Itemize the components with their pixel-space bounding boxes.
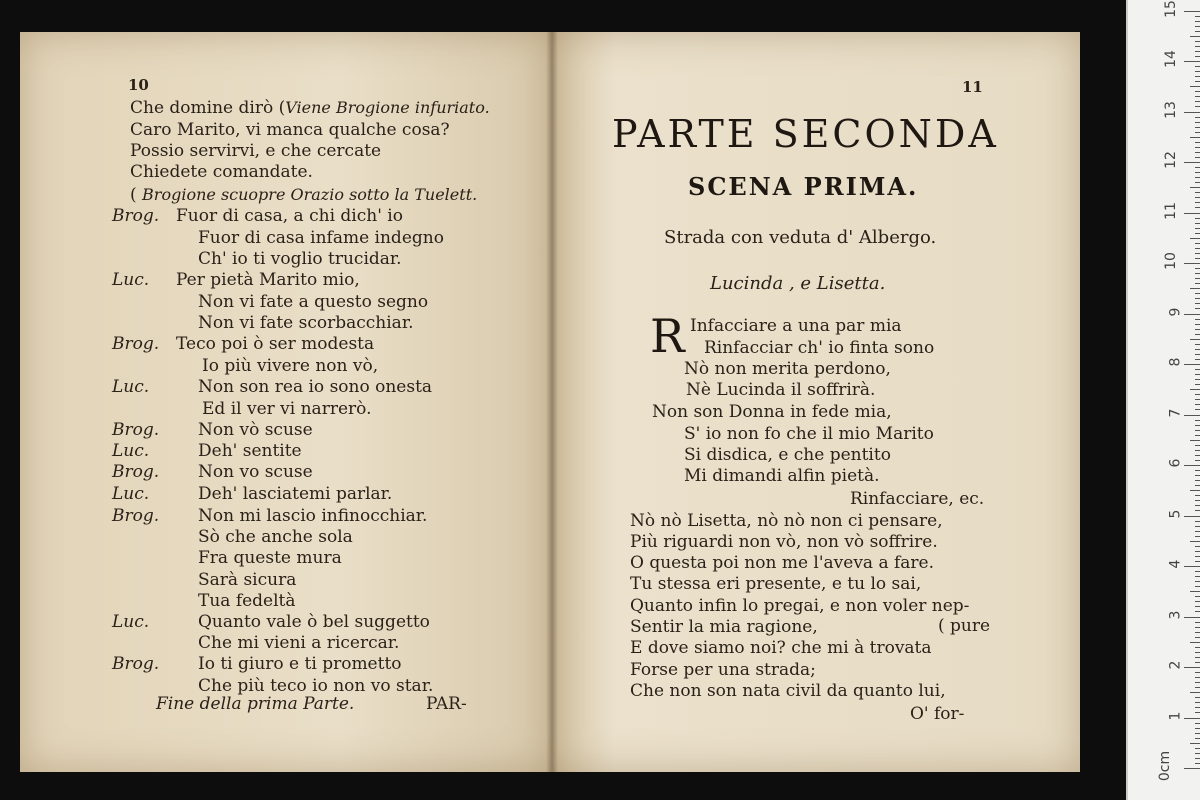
- ruler-minor-tick: [1195, 132, 1200, 133]
- ruler-minor-tick: [1195, 657, 1200, 658]
- ruler-minor-tick: [1195, 106, 1200, 107]
- right-catchword: O' for-: [910, 704, 965, 724]
- verse-text: Tua fedeltà: [198, 591, 296, 611]
- left-verse-line: [112, 441, 302, 461]
- ruler-minor-tick: [1195, 758, 1200, 759]
- verse-text: Ed il ver vi narrerò.: [202, 399, 372, 419]
- ruler-minor-tick: [1195, 91, 1200, 92]
- ruler-minor-tick: [1195, 430, 1200, 431]
- ruler-minor-tick: [1195, 677, 1200, 678]
- ruler-minor-tick: [1195, 273, 1200, 274]
- right-verse-line: Nò nò Lisetta, nò nò non ci pensare,: [630, 511, 943, 531]
- ruler-minor-tick: [1195, 652, 1200, 653]
- ruler-minor-tick: [1195, 298, 1200, 299]
- ruler-minor-tick: [1190, 36, 1200, 37]
- right-verse-line: Infacciare a una par mia: [690, 316, 902, 336]
- ruler-minor-tick: [1195, 329, 1200, 330]
- ruler-tick: [1184, 465, 1200, 466]
- left-verse-line: [198, 228, 444, 248]
- ruler-label: 1: [1167, 711, 1184, 720]
- ruler-minor-tick: [1190, 440, 1200, 441]
- ruler-minor-tick: [1195, 733, 1200, 734]
- speaker-label: Brog.: [112, 462, 160, 482]
- ruler-minor-tick: [1195, 127, 1200, 128]
- ruler-minor-tick: [1195, 611, 1200, 612]
- ruler-tick: [1184, 263, 1200, 264]
- ruler-minor-tick: [1195, 500, 1200, 501]
- ruler-minor-tick: [1195, 420, 1200, 421]
- left-verse-line: [198, 313, 413, 333]
- left-page-number: 10: [128, 76, 149, 94]
- right-verse-line: Non son Donna in fede mia,: [652, 402, 892, 422]
- ruler-minor-tick: [1195, 243, 1200, 244]
- book-gutter: [546, 32, 558, 772]
- left-verse-line: [130, 120, 450, 140]
- speaker-label: Brog.: [112, 334, 160, 354]
- ruler-label: 4: [1167, 559, 1184, 569]
- speaker-label: Brog.: [112, 420, 160, 440]
- left-verse-line: [202, 356, 378, 376]
- ruler-minor-tick: [1195, 556, 1200, 557]
- ruler-minor-tick: [1195, 167, 1200, 168]
- ruler-minor-tick: [1195, 384, 1200, 385]
- ruler-tick: [1184, 617, 1200, 618]
- ruler-minor-tick: [1195, 117, 1200, 118]
- left-verse-line: [112, 377, 432, 397]
- left-verse-line: [130, 141, 381, 161]
- drop-cap: R: [650, 309, 685, 363]
- stage-direction: Brogione scuopre Orazio sotto la Tuelett.: [142, 185, 478, 204]
- ruler-minor-tick: [1195, 682, 1200, 683]
- ruler-minor-tick: [1195, 303, 1200, 304]
- ruler-minor-tick: [1195, 369, 1200, 370]
- left-verse-line: [112, 206, 403, 226]
- ruler-minor-tick: [1190, 389, 1200, 390]
- ruler-label: 10: [1163, 252, 1180, 270]
- right-verse-line: Nè Lucinda il soffrirà.: [686, 380, 876, 400]
- ruler-minor-tick: [1190, 137, 1200, 138]
- ruler-minor-tick: [1195, 753, 1200, 754]
- right-verse-line: Quanto infin lo pregai, e non voler nep-: [630, 596, 970, 616]
- ruler-minor-tick: [1195, 435, 1200, 436]
- left-verse-line: [198, 591, 296, 611]
- ruler-minor-tick: [1195, 455, 1200, 456]
- ruler-tick: [1184, 566, 1200, 567]
- ruler-minor-tick: [1195, 581, 1200, 582]
- ruler-minor-tick: [1195, 293, 1200, 294]
- verse-text: (: [130, 185, 143, 205]
- left-verse-line: [112, 506, 427, 526]
- ruler-minor-tick: [1195, 349, 1200, 350]
- verse-text: Per pietà Marito mio,: [176, 270, 360, 290]
- verse-text: Che più teco io non vo star.: [198, 676, 434, 696]
- ruler-minor-tick: [1195, 647, 1200, 648]
- verse-text: Sò che anche sola: [198, 527, 353, 547]
- ruler-minor-tick: [1195, 374, 1200, 375]
- ruler-minor-tick: [1195, 76, 1200, 77]
- left-verse-line: [112, 462, 313, 482]
- speaker-label: Luc.: [112, 377, 150, 397]
- ruler-tick: [1184, 768, 1200, 769]
- ruler-minor-tick: [1190, 339, 1200, 340]
- ruler-tick: [1184, 213, 1200, 214]
- verse-text: Che domine dirò (: [130, 98, 286, 118]
- verse-text: Ch' io ti voglio trucidar.: [198, 249, 402, 269]
- ruler-minor-tick: [1195, 702, 1200, 703]
- speaker-label: Luc.: [112, 484, 150, 504]
- ruler-minor-tick: [1195, 637, 1200, 638]
- ruler-minor-tick: [1195, 399, 1200, 400]
- ruler-minor-tick: [1195, 197, 1200, 198]
- ruler-minor-tick: [1195, 177, 1200, 178]
- ruler-minor-tick: [1195, 561, 1200, 562]
- ruler-minor-tick: [1195, 632, 1200, 633]
- verse-text: Che mi vieni a ricercar.: [198, 633, 400, 653]
- ruler-minor-tick: [1195, 672, 1200, 673]
- ruler-minor-tick: [1195, 480, 1200, 481]
- ruler-minor-tick: [1195, 359, 1200, 360]
- ruler-minor-tick: [1195, 723, 1200, 724]
- ruler-minor-tick: [1195, 147, 1200, 148]
- ruler-minor-tick: [1195, 228, 1200, 229]
- left-verse-line: [112, 654, 402, 674]
- verse-text: Deh' lasciatemi parlar.: [198, 484, 393, 504]
- ruler-minor-tick: [1195, 586, 1200, 587]
- stage-direction: Viene Brogione infuriato.: [285, 98, 490, 117]
- left-verse-line: [198, 676, 433, 696]
- ruler-minor-tick: [1195, 31, 1200, 32]
- ruler-minor-tick: [1195, 712, 1200, 713]
- ruler-label: 15: [1163, 0, 1180, 18]
- speaker-label: Luc.: [112, 270, 150, 290]
- ruler-tick: [1184, 112, 1200, 113]
- right-verse-line: Rinfacciar ch' io finta sono: [704, 338, 935, 358]
- ruler-minor-tick: [1195, 253, 1200, 254]
- ruler-minor-tick: [1195, 16, 1200, 17]
- verse-text: Sarà sicura: [198, 570, 297, 590]
- scene-characters: Lucinda , e Lisetta.: [710, 273, 886, 294]
- left-verse-line: [202, 399, 371, 419]
- right-page-number: 11: [962, 78, 983, 96]
- ruler-minor-tick: [1195, 319, 1200, 320]
- ruler-minor-tick: [1195, 41, 1200, 42]
- ruler-minor-tick: [1190, 238, 1200, 239]
- ruler-minor-tick: [1195, 308, 1200, 309]
- ruler-minor-tick: [1195, 470, 1200, 471]
- ruler-minor-tick: [1195, 96, 1200, 97]
- verse-text: Deh' sentite: [198, 441, 302, 461]
- speaker-label: Brog.: [112, 654, 160, 674]
- verse-text: Io più vivere non vò,: [202, 356, 379, 376]
- ruler-minor-tick: [1190, 86, 1200, 87]
- ruler-minor-tick: [1195, 606, 1200, 607]
- ruler-minor-tick: [1195, 71, 1200, 72]
- verse-text: Fuor di casa, a chi dich' io: [176, 206, 403, 226]
- ruler-minor-tick: [1195, 728, 1200, 729]
- ruler-minor-tick: [1195, 354, 1200, 355]
- ruler-tick: [1184, 718, 1200, 719]
- part-title: PARTE SECONDA: [612, 112, 999, 156]
- ruler-minor-tick: [1195, 223, 1200, 224]
- left-verse-line: [198, 249, 402, 269]
- ruler-label: 11: [1163, 201, 1180, 220]
- ruler-minor-tick: [1195, 207, 1200, 208]
- verse-text: Io ti giuro e ti prometto: [198, 654, 402, 674]
- right-verse-line: Più riguardi non vò, non vò soffrire.: [630, 532, 938, 552]
- ruler-minor-tick: [1195, 172, 1200, 173]
- ruler-minor-tick: [1195, 283, 1200, 284]
- ruler-tick: [1184, 667, 1200, 668]
- ruler-tick: [1184, 162, 1200, 163]
- ruler-label: 6: [1167, 458, 1184, 468]
- speaker-label: Brog.: [112, 206, 160, 226]
- ruler-minor-tick: [1190, 187, 1200, 188]
- right-verse-line: E dove siamo noi? che mi à trovata: [630, 638, 932, 658]
- ruler-minor-tick: [1190, 743, 1200, 744]
- left-verse-line: [130, 162, 313, 182]
- ruler-label: 9: [1167, 307, 1184, 316]
- scene-title: SCENA PRIMA.: [688, 172, 919, 201]
- ruler-minor-tick: [1195, 157, 1200, 158]
- ruler-label: 8: [1167, 357, 1184, 367]
- ruler-minor-tick: [1195, 601, 1200, 602]
- verse-text: Possio servirvi, e che cercate: [130, 141, 382, 161]
- verse-text: Chiedete comandate.: [130, 162, 313, 182]
- left-verse-line: [198, 548, 342, 568]
- ruler-label: 12: [1163, 151, 1180, 169]
- ruler-minor-tick: [1190, 642, 1200, 643]
- ruler-tick: [1184, 11, 1200, 12]
- ruler-minor-tick: [1195, 142, 1200, 143]
- right-verse-line: Nò non merita perdono,: [684, 359, 891, 379]
- ruler-label: 14: [1163, 50, 1180, 68]
- ruler-minor-tick: [1195, 521, 1200, 522]
- ruler-tick: [1184, 61, 1200, 62]
- right-verse-line: Sentir la mia ragione,: [630, 617, 818, 637]
- ruler-minor-tick: [1195, 152, 1200, 153]
- ruler-minor-tick: [1195, 394, 1200, 395]
- speaker-label: Brog.: [112, 506, 160, 526]
- left-verse-line: [112, 334, 374, 354]
- ruler-minor-tick: [1195, 51, 1200, 52]
- ruler-minor-tick: [1195, 495, 1200, 496]
- ruler-minor-tick: [1195, 258, 1200, 259]
- ruler-minor-tick: [1195, 551, 1200, 552]
- ruler-minor-tick: [1195, 278, 1200, 279]
- ruler-minor-tick: [1195, 475, 1200, 476]
- speaker-label: Luc.: [112, 441, 150, 461]
- bracket-word: ( pure: [938, 616, 991, 636]
- ruler-minor-tick: [1195, 56, 1200, 57]
- ruler-minor-tick: [1195, 46, 1200, 47]
- ruler-tick: [1184, 415, 1200, 416]
- ruler-label: 2: [1167, 660, 1184, 670]
- verse-text: Teco poi ò ser modesta: [176, 334, 375, 354]
- right-verse-line: S' io non fo che il mio Marito: [684, 424, 934, 444]
- ruler-minor-tick: [1195, 268, 1200, 269]
- ruler-minor-tick: [1190, 288, 1200, 289]
- right-verse-line: Rinfacciare, ec.: [850, 489, 985, 509]
- ruler-minor-tick: [1195, 622, 1200, 623]
- left-verse-line: [130, 98, 490, 118]
- verse-text: Non son rea io sono onesta: [198, 377, 433, 397]
- left-verse-line: [112, 612, 430, 632]
- right-verse-line: Che non son nata civil da quanto lui,: [630, 681, 946, 701]
- ruler-minor-tick: [1195, 627, 1200, 628]
- ruler-minor-tick: [1195, 425, 1200, 426]
- ruler-minor-tick: [1190, 692, 1200, 693]
- ruler-minor-tick: [1195, 596, 1200, 597]
- ruler-tick: [1184, 516, 1200, 517]
- left-catchword: PAR-: [426, 694, 467, 714]
- right-verse-line: Tu stessa eri presente, e tu lo sai,: [630, 574, 922, 594]
- ruler-minor-tick: [1195, 485, 1200, 486]
- ruler-label: 7: [1167, 408, 1184, 417]
- left-verse-line: [198, 633, 399, 653]
- ruler-minor-tick: [1195, 707, 1200, 708]
- left-verse-line: [198, 292, 428, 312]
- ruler-minor-tick: [1195, 101, 1200, 102]
- ruler-minor-tick: [1195, 122, 1200, 123]
- ruler-minor-tick: [1195, 536, 1200, 537]
- ruler-minor-tick: [1195, 21, 1200, 22]
- right-verse-line: Mi dimandi alfin pietà.: [684, 466, 880, 486]
- ruler-tick: [1184, 364, 1200, 365]
- ruler-minor-tick: [1195, 379, 1200, 380]
- ruler-minor-tick: [1190, 490, 1200, 491]
- ruler-minor-tick: [1195, 763, 1200, 764]
- right-verse-line: Si disdica, e che pentito: [684, 445, 891, 465]
- ruler-label: 3: [1167, 610, 1184, 619]
- ruler-minor-tick: [1195, 248, 1200, 249]
- ruler-minor-tick: [1195, 233, 1200, 234]
- ruler-minor-tick: [1190, 591, 1200, 592]
- ruler-minor-tick: [1195, 445, 1200, 446]
- ruler-minor-tick: [1195, 26, 1200, 27]
- ruler-minor-tick: [1195, 510, 1200, 511]
- ruler-minor-tick: [1195, 662, 1200, 663]
- ruler-minor-tick: [1195, 697, 1200, 698]
- ruler-minor-tick: [1195, 748, 1200, 749]
- ruler-label: 0cm: [1156, 750, 1173, 782]
- ruler-minor-tick: [1195, 334, 1200, 335]
- speaker-label: Luc.: [112, 612, 150, 632]
- ruler-minor-tick: [1195, 687, 1200, 688]
- measurement-ruler: [1126, 0, 1200, 800]
- ruler-minor-tick: [1195, 450, 1200, 451]
- ruler-minor-tick: [1195, 66, 1200, 67]
- end-of-part-note: Fine della prima Parte.: [156, 694, 355, 714]
- ruler-minor-tick: [1195, 738, 1200, 739]
- ruler-minor-tick: [1195, 182, 1200, 183]
- ruler-minor-tick: [1195, 505, 1200, 506]
- ruler-label: 5: [1167, 509, 1184, 518]
- left-verse-line: [198, 570, 296, 590]
- ruler-minor-tick: [1195, 571, 1200, 572]
- left-verse-line: [112, 484, 392, 504]
- scene-setting: Strada con veduta d' Albergo.: [664, 227, 937, 248]
- left-verse-line: [130, 185, 477, 205]
- ruler-minor-tick: [1195, 526, 1200, 527]
- ruler-label: 13: [1163, 100, 1180, 119]
- verse-text: Non vò scuse: [198, 420, 313, 440]
- verse-text: Non vo scuse: [198, 462, 313, 482]
- right-verse-line: Forse per una strada;: [630, 660, 816, 680]
- ruler-minor-tick: [1190, 541, 1200, 542]
- left-verse-line: [112, 420, 313, 440]
- ruler-minor-tick: [1195, 81, 1200, 82]
- left-verse-line: [198, 527, 353, 547]
- verse-text: Quanto vale ò bel suggetto: [198, 612, 430, 632]
- ruler-minor-tick: [1195, 409, 1200, 410]
- ruler-minor-tick: [1195, 218, 1200, 219]
- ruler-minor-tick: [1195, 202, 1200, 203]
- verse-text: Non vi fate a questo segno: [198, 292, 429, 312]
- ruler-minor-tick: [1195, 576, 1200, 577]
- right-verse-line: O questa poi non me l'aveva a fare.: [630, 553, 935, 573]
- verse-text: Non mi lascio infinocchiar.: [198, 506, 428, 526]
- ruler-minor-tick: [1195, 460, 1200, 461]
- ruler-tick: [1184, 314, 1200, 315]
- verse-text: Fuor di casa infame indegno: [198, 228, 444, 248]
- ruler-minor-tick: [1195, 324, 1200, 325]
- verse-text: Fra queste mura: [198, 548, 342, 568]
- ruler-minor-tick: [1195, 192, 1200, 193]
- ruler-minor-tick: [1195, 344, 1200, 345]
- ruler-minor-tick: [1195, 404, 1200, 405]
- left-verse-line: [112, 270, 360, 290]
- verse-text: Caro Marito, vi manca qualche cosa?: [130, 120, 450, 140]
- verse-text: Non vi fate scorbacchiar.: [198, 313, 414, 333]
- ruler-minor-tick: [1195, 531, 1200, 532]
- ruler-minor-tick: [1195, 546, 1200, 547]
